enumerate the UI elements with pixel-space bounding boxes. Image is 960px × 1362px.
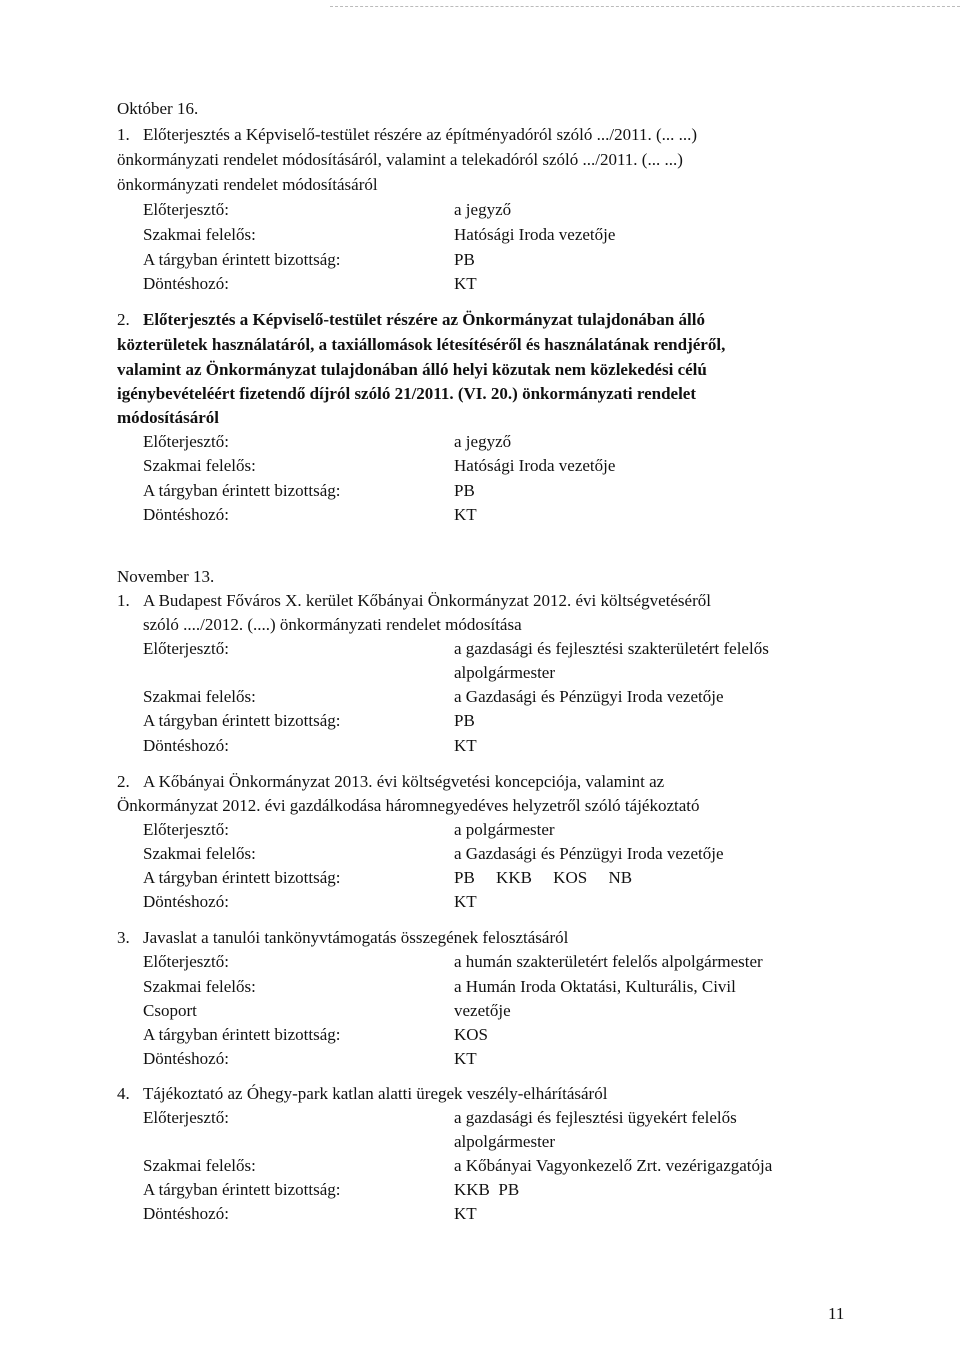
row-label: A tárgyban érintett bizottság:: [143, 1025, 341, 1044]
row-value: KOS: [454, 1025, 489, 1044]
item-number: 1.: [117, 591, 130, 610]
top-rule: [330, 6, 960, 7]
row-label: Szakmai felelős:: [143, 977, 256, 996]
item-title-line: Előterjesztés a Képviselő-testület részére az Önkormányzat tulajdonában álló: [143, 310, 706, 329]
item-title-line: önkormányzati rendelet módosításáról: [117, 175, 378, 194]
row-label: Előterjesztő:: [143, 820, 229, 839]
row-label: Döntéshozó:: [143, 274, 229, 293]
row-value: a Gazdasági és Pénzügyi Iroda vezetője: [454, 844, 724, 863]
row-label: A tárgyban érintett bizottság:: [143, 1180, 341, 1199]
row-label: Döntéshozó:: [143, 1204, 229, 1223]
row-label: Döntéshozó:: [143, 1049, 229, 1068]
item-number: 4.: [117, 1084, 130, 1103]
row-value: a humán szakterületért felelős alpolgármester: [454, 952, 763, 971]
row-value: a Humán Iroda Oktatási, Kulturális, Civil: [454, 977, 736, 996]
row-label: Szakmai felelős:: [143, 456, 256, 475]
item-number: 1.: [117, 125, 130, 144]
item-title-line: módosításáról: [117, 408, 219, 427]
row-value: KT: [454, 736, 477, 755]
row-label: Szakmai felelős:: [143, 844, 256, 863]
row-label: Előterjesztő:: [143, 1108, 229, 1127]
item-title-line: A Budapest Főváros X. kerület Kőbányai Önkormányzat 2012. évi költségvetéséről: [143, 591, 711, 610]
row-value: vezetője: [454, 1001, 511, 1020]
row-label: Szakmai felelős:: [143, 687, 256, 706]
item-title-line: Javaslat a tanulói tankönyvtámogatás összegének felosztásáról: [143, 928, 569, 947]
row-label: Előterjesztő:: [143, 952, 229, 971]
row-value-continued: alpolgármester: [454, 663, 556, 682]
row-value: PB KKB KOS NB: [454, 868, 633, 887]
item-number: 2.: [117, 310, 130, 329]
row-value: PB: [454, 711, 475, 730]
row-label: A tárgyban érintett bizottság:: [143, 868, 341, 887]
row-label: Előterjesztő:: [143, 432, 229, 451]
item-title-line: A Kőbányai Önkormányzat 2013. évi költségvetési koncepciója, valamint az: [143, 772, 665, 791]
row-value: PB: [454, 481, 475, 500]
row-value: KKB PB: [454, 1180, 520, 1199]
item-title-line: igénybevételéért fizetendő díjról szóló 21/2011. (VI. 20.) önkormányzati rendelet: [117, 384, 696, 403]
row-label: Előterjesztő:: [143, 200, 229, 219]
row-label: A tárgyban érintett bizottság:: [143, 481, 341, 500]
item-title-line: Tájékoztató az Óhegy-park katlan alatti üregek veszély-elhárításáról: [143, 1084, 608, 1103]
row-value: KT: [454, 274, 477, 293]
section-date: Október 16.: [117, 99, 199, 118]
row-label: Döntéshozó:: [143, 892, 229, 911]
item-title-line: Előterjesztés a Képviselő-testület részére az építményadóról szóló .../2011. (... ...): [143, 125, 698, 144]
row-value: a gazdasági és fejlesztési ügyekért felelős: [454, 1108, 737, 1127]
row-label: A tárgyban érintett bizottság:: [143, 250, 341, 269]
item-number: 2.: [117, 772, 130, 791]
row-label: Döntéshozó:: [143, 736, 229, 755]
row-label: A tárgyban érintett bizottság:: [143, 711, 341, 730]
row-value: KT: [454, 505, 477, 524]
row-value: KT: [454, 1049, 477, 1068]
row-value: a Kőbányai Vagyonkezelő Zrt. vezérigazgatója: [454, 1156, 773, 1175]
row-value: a jegyző: [454, 200, 512, 219]
item-title-line: szóló ..../2012. (....) önkormányzati rendelet módosítása: [143, 615, 522, 634]
row-label: Csoport: [143, 1001, 197, 1020]
item-title-line: önkormányzati rendelet módosításáról, valamint a telekadóról szóló .../2011. (... ...): [117, 150, 683, 169]
row-value: Hatósági Iroda vezetője: [454, 225, 616, 244]
row-value: PB: [454, 250, 475, 269]
item-number: 3.: [117, 928, 130, 947]
row-value: a polgármester: [454, 820, 555, 839]
row-label: Előterjesztő:: [143, 639, 229, 658]
row-label: Döntéshozó:: [143, 505, 229, 524]
row-value-continued: alpolgármester: [454, 1132, 556, 1151]
item-title-line: közterületek használatáról, a taxiállomások létesítéséről és használatának rendjéről,: [117, 335, 726, 354]
item-title-line: Önkormányzat 2012. évi gazdálkodása háromnegyedéves helyzetről szóló tájékoztató: [117, 796, 700, 815]
row-value: a gazdasági és fejlesztési szakterületért felelős: [454, 639, 769, 658]
row-label: Szakmai felelős:: [143, 225, 256, 244]
item-title-line: valamint az Önkormányzat tulajdonában álló helyi közutak nem közlekedési célú: [117, 360, 707, 379]
page-number: 11: [828, 1304, 845, 1323]
section-date: November 13.: [117, 567, 215, 586]
row-value: KT: [454, 892, 477, 911]
row-value: a jegyző: [454, 432, 512, 451]
row-value: a Gazdasági és Pénzügyi Iroda vezetője: [454, 687, 724, 706]
row-label: Szakmai felelős:: [143, 1156, 256, 1175]
row-value: KT: [454, 1204, 477, 1223]
row-value: Hatósági Iroda vezetője: [454, 456, 616, 475]
